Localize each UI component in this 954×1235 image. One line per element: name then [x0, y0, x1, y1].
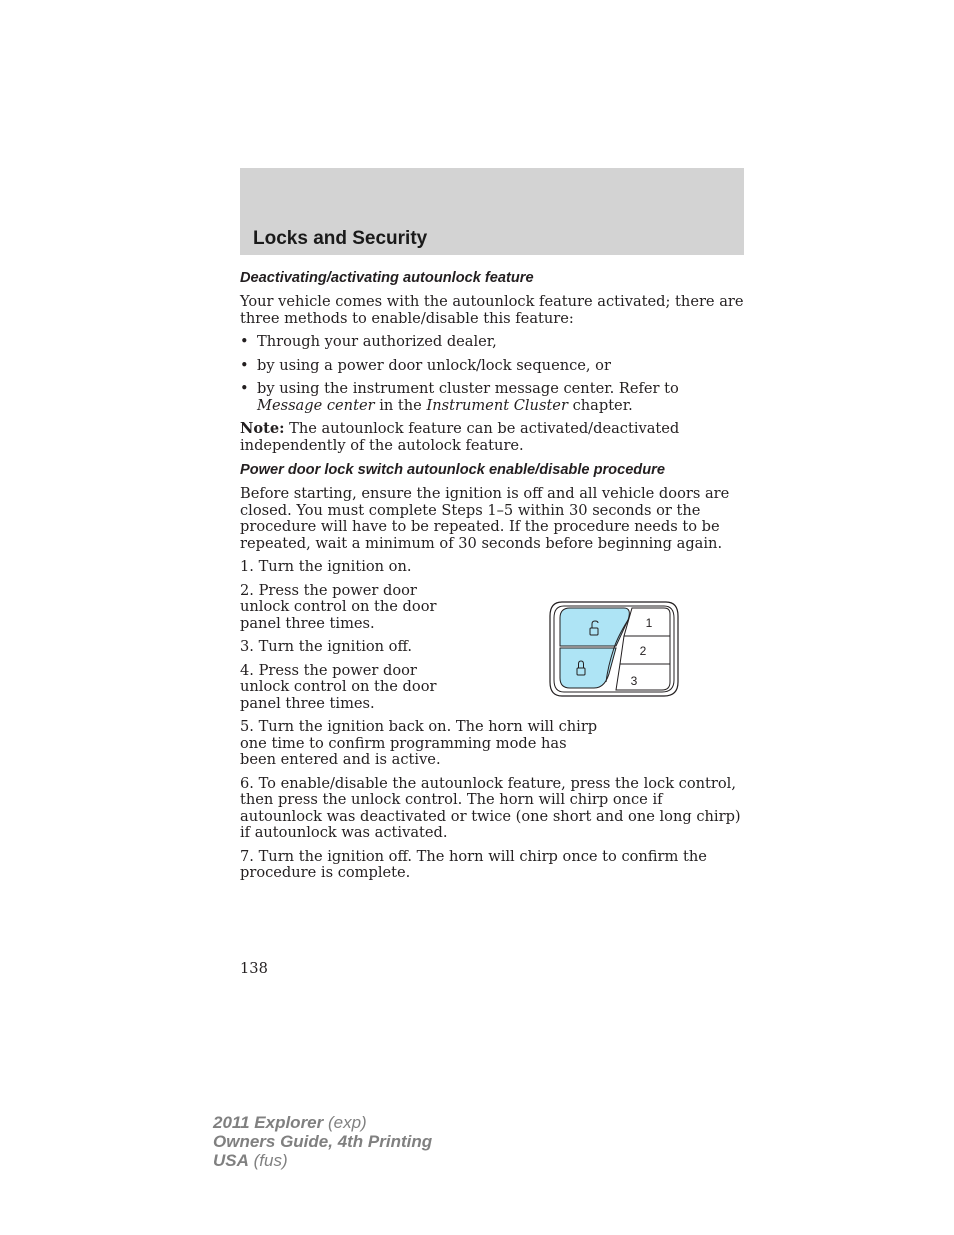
step-4: 4. Press the power door unlock control on the door panel three times. [240, 661, 437, 712]
memory-label-2: 2 [639, 644, 647, 658]
list-item: • Through your authorized dealer, [240, 334, 746, 351]
page-number: 138 [240, 960, 268, 977]
unlock-button [560, 608, 629, 646]
autounlock-heading: Deactivating/activating autounlock feature [240, 270, 534, 286]
step-5: 5. Turn the ignition back on. The horn will chirp one time to confirm programming mode has been entered and is active. [240, 718, 598, 768]
footer [213, 1113, 432, 1170]
list-item: • by using a power door unlock/lock sequence, or [240, 358, 746, 375]
footer-line-2: Owners Guide, 4th Printing [213, 1132, 433, 1151]
step-6: 6. To enable/disable the autounlock feature, press the lock control, then press the unlock control. The horn will chirp once if autounlock was deactivated or twice (one short and one long chirp) if autounlock was activated. [240, 774, 741, 841]
section-title: Locks and Security [253, 228, 428, 249]
instrument-cluster-reference: Instrument Cluster [426, 396, 568, 414]
door-lock-switch-svg [548, 596, 680, 700]
message-center-reference: Message center [257, 396, 375, 414]
note [240, 421, 746, 454]
footer-line-3: USA (fus) [213, 1151, 288, 1170]
step-7: 7. Turn the ignition off. The horn will chirp once to confirm the procedure is complete. [240, 847, 707, 881]
note-text: The autounlock feature can be activated/deactivated independently of the autolock feature. [240, 420, 680, 454]
methods-list [240, 334, 746, 414]
door-lock-switch-illustration [548, 596, 680, 700]
list-item: • by using the instrument cluster message center. Refer to Message center in the Instrument Cluster chapter. [240, 381, 746, 414]
memory-button-3 [616, 664, 670, 690]
footer-line-1: 2011 Explorer (exp) [213, 1113, 367, 1132]
step-3: 3. Turn the ignition off. [240, 638, 412, 655]
page-content [240, 266, 746, 889]
autounlock-intro: Your vehicle comes with the autounlock feature activated; there are three methods to enable/disable this feature: [240, 293, 744, 327]
procedure-intro: Before starting, ensure the ignition is off and all vehicle doors are closed. You must complete Steps 1–5 within 30 seconds or the procedure will have to be repeated. If the procedure needs to be repeated, wait a minimum of 30 seconds before beginning again. [240, 485, 730, 552]
step-1: 1. Turn the ignition on. [240, 558, 412, 575]
step-2: 2. Press the power door unlock control on the door panel three times. [240, 581, 437, 632]
memory-label-3: 3 [630, 674, 638, 688]
note-label: Note: [240, 420, 285, 437]
memory-label-1: 1 [645, 616, 653, 630]
procedure-heading: Power door lock switch autounlock enable/disable procedure [240, 462, 665, 478]
